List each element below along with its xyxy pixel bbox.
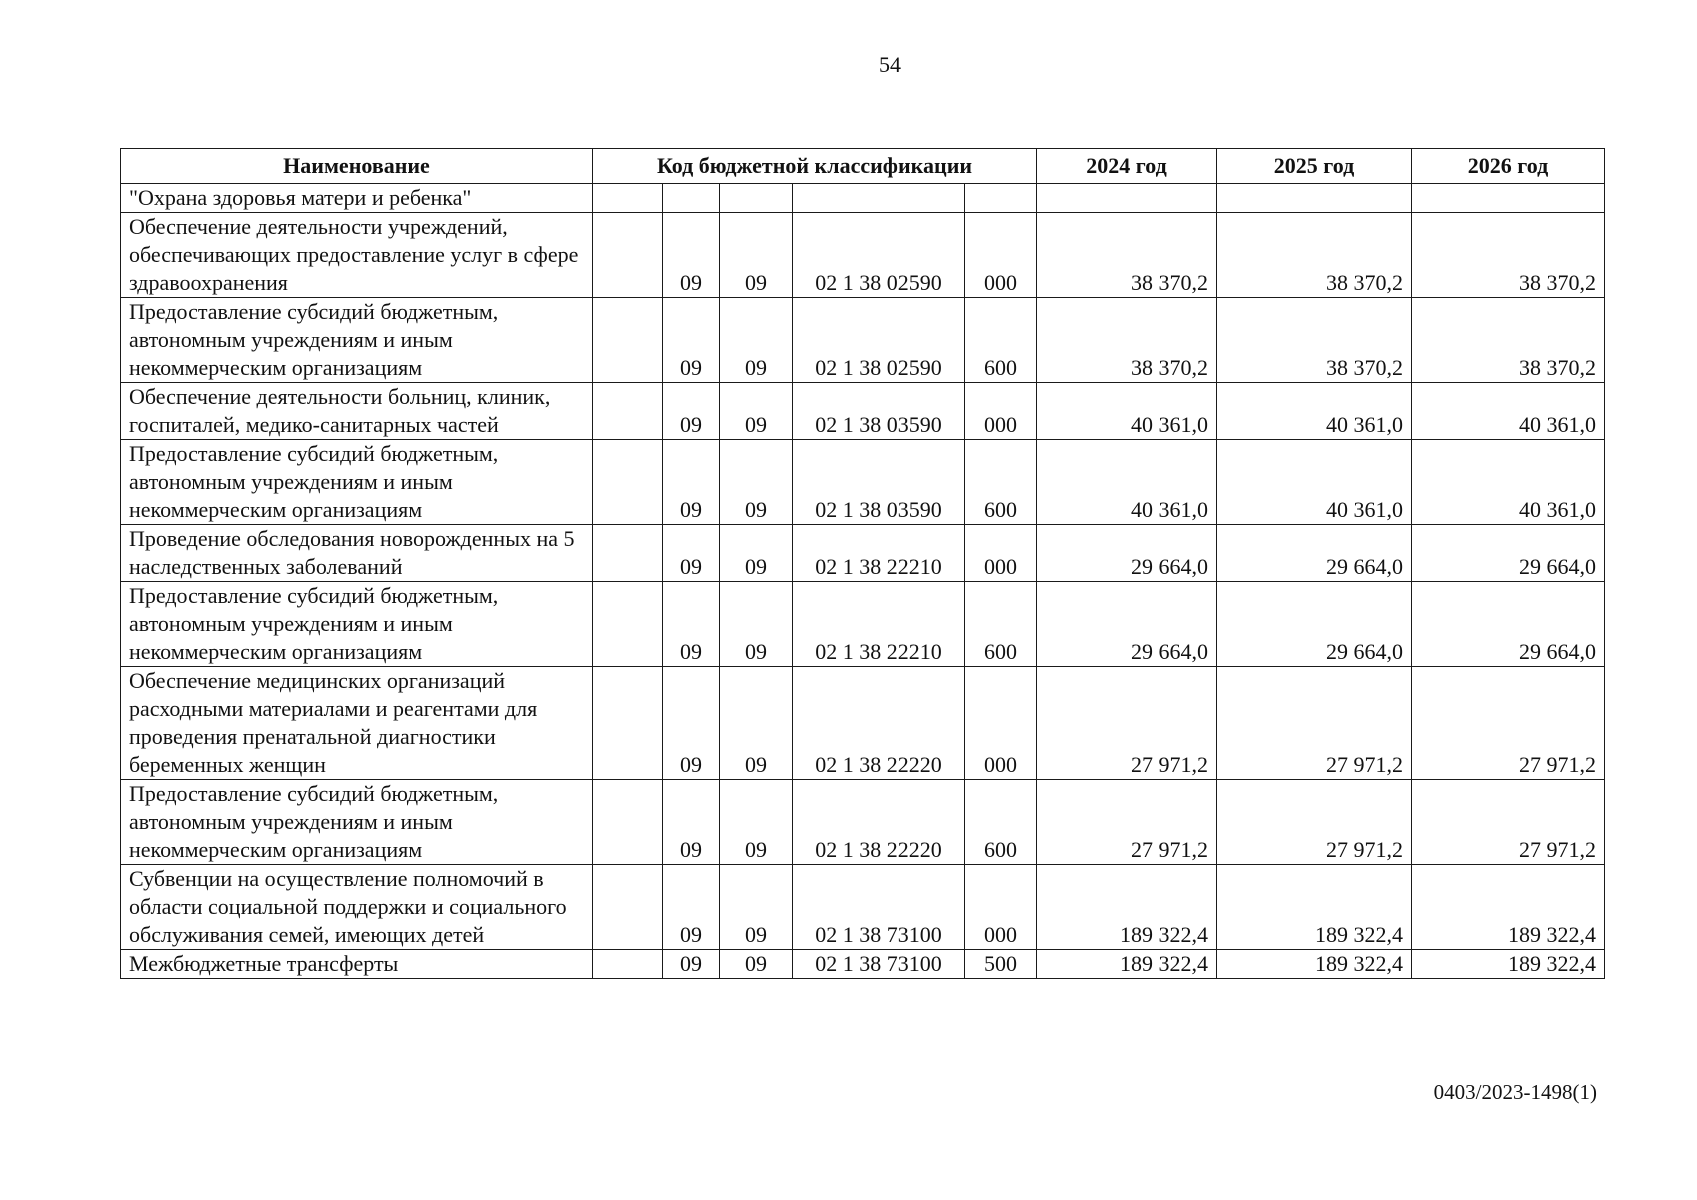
empty-cell [593,667,663,780]
name-cell: Предоставление субсидий бюджетным, автономным учреждениям и иным некоммерческим организациям [121,298,593,383]
amount-2025-cell: 38 370,2 [1217,213,1412,298]
amount-2024-cell: 40 361,0 [1037,440,1217,525]
budget-table [120,148,1605,979]
target-item-code-cell: 02 1 38 73100 [793,865,965,950]
target-item-code-cell: 02 1 38 22220 [793,780,965,865]
expense-type-code-cell: 600 [965,780,1037,865]
expense-type-code-cell: 000 [965,213,1037,298]
amount-2026-cell: 40 361,0 [1412,440,1605,525]
header-code: Код бюджетной классификации [593,149,1037,184]
section-code-cell: 09 [663,865,720,950]
header-2026: 2026 год [1412,149,1605,184]
target-item-code-cell: 02 1 38 22210 [793,525,965,582]
subtitle-cell: "Охрана здоровья матери и ребенка" [121,184,593,213]
section-code-cell: 09 [663,440,720,525]
subsection-code-cell: 09 [720,440,793,525]
empty-cell [593,440,663,525]
amount-2024-cell: 189 322,4 [1037,950,1217,979]
amount-2025-cell: 40 361,0 [1217,383,1412,440]
section-code-cell: 09 [663,950,720,979]
subsection-code-cell: 09 [720,667,793,780]
empty-cell [793,184,965,213]
empty-cell [593,582,663,667]
empty-cell [593,298,663,383]
empty-cell [1217,184,1412,213]
expense-type-code-cell: 600 [965,582,1037,667]
target-item-code-cell: 02 1 38 03590 [793,440,965,525]
table-row [121,298,1605,383]
amount-2026-cell: 27 971,2 [1412,780,1605,865]
header-name: Наименование [121,149,593,184]
section-code-cell: 09 [663,667,720,780]
table-row [121,865,1605,950]
subsection-code-cell: 09 [720,950,793,979]
target-item-code-cell: 02 1 38 73100 [793,950,965,979]
expense-type-code-cell: 000 [965,525,1037,582]
amount-2026-cell: 27 971,2 [1412,667,1605,780]
target-item-code-cell: 02 1 38 02590 [793,213,965,298]
empty-cell [593,865,663,950]
amount-2026-cell: 38 370,2 [1412,298,1605,383]
subsection-code-cell: 09 [720,298,793,383]
name-cell: Обеспечение деятельности больниц, клиник, госпиталей, медико-санитарных частей [121,383,593,440]
name-cell: Межбюджетные трансферты [121,950,593,979]
table-row [121,950,1605,979]
expense-type-code-cell: 000 [965,383,1037,440]
name-cell: Субвенции на осуществление полномочий в области социальной поддержки и социального обслуживания семей, имеющих детей [121,865,593,950]
amount-2025-cell: 189 322,4 [1217,950,1412,979]
empty-cell [593,780,663,865]
expense-type-code-cell: 600 [965,440,1037,525]
table-row [121,213,1605,298]
empty-cell [593,950,663,979]
subsection-code-cell: 09 [720,383,793,440]
amount-2025-cell: 27 971,2 [1217,780,1412,865]
name-cell: Обеспечение деятельности учреждений, обеспечивающих предоставление услуг в сфере здравоохранения [121,213,593,298]
amount-2025-cell: 38 370,2 [1217,298,1412,383]
subsection-code-cell: 09 [720,525,793,582]
amount-2024-cell: 40 361,0 [1037,383,1217,440]
target-item-code-cell: 02 1 38 22210 [793,582,965,667]
name-cell: Предоставление субсидий бюджетным, автономным учреждениям и иным некоммерческим организациям [121,780,593,865]
name-cell: Обеспечение медицинских организаций расходными материалами и реагентами для проведения пренатальной диагностики беременных женщин [121,667,593,780]
target-item-code-cell: 02 1 38 22220 [793,667,965,780]
section-code-cell: 09 [663,298,720,383]
name-cell: Проведение обследования новорожденных на 5 наследственных заболеваний [121,525,593,582]
expense-type-code-cell: 000 [965,667,1037,780]
empty-cell [720,184,793,213]
subsection-code-cell: 09 [720,213,793,298]
amount-2026-cell: 189 322,4 [1412,865,1605,950]
name-cell: Предоставление субсидий бюджетным, автономным учреждениям и иным некоммерческим организациям [121,582,593,667]
amount-2024-cell: 27 971,2 [1037,667,1217,780]
amount-2026-cell: 29 664,0 [1412,525,1605,582]
empty-cell [593,213,663,298]
table-row [121,440,1605,525]
empty-cell [1412,184,1605,213]
empty-cell [593,525,663,582]
section-code-cell: 09 [663,582,720,667]
expense-type-code-cell: 000 [965,865,1037,950]
amount-2024-cell: 27 971,2 [1037,780,1217,865]
name-cell: Предоставление субсидий бюджетным, автономным учреждениям и иным некоммерческим организациям [121,440,593,525]
table-row [121,780,1605,865]
expense-type-code-cell: 500 [965,950,1037,979]
amount-2024-cell: 29 664,0 [1037,525,1217,582]
subsection-code-cell: 09 [720,780,793,865]
section-code-cell: 09 [663,525,720,582]
section-code-cell: 09 [663,383,720,440]
empty-cell [593,383,663,440]
section-code-cell: 09 [663,213,720,298]
expense-type-code-cell: 600 [965,298,1037,383]
table-row [121,667,1605,780]
amount-2026-cell: 40 361,0 [1412,383,1605,440]
amount-2024-cell: 38 370,2 [1037,298,1217,383]
subsection-code-cell: 09 [720,582,793,667]
section-code-cell: 09 [663,780,720,865]
page-number: 54 [879,52,901,77]
table-row [121,383,1605,440]
target-item-code-cell: 02 1 38 03590 [793,383,965,440]
amount-2026-cell: 29 664,0 [1412,582,1605,667]
amount-2025-cell: 29 664,0 [1217,582,1412,667]
subsection-code-cell: 09 [720,865,793,950]
amount-2026-cell: 189 322,4 [1412,950,1605,979]
document-code: 0403/2023-1498(1) [1433,1080,1597,1104]
table-header-row [121,149,1605,184]
amount-2024-cell: 29 664,0 [1037,582,1217,667]
target-item-code-cell: 02 1 38 02590 [793,298,965,383]
amount-2025-cell: 40 361,0 [1217,440,1412,525]
table-row [121,582,1605,667]
empty-cell [663,184,720,213]
empty-cell [1037,184,1217,213]
amount-2024-cell: 38 370,2 [1037,213,1217,298]
amount-2026-cell: 38 370,2 [1412,213,1605,298]
header-2024: 2024 год [1037,149,1217,184]
amount-2025-cell: 189 322,4 [1217,865,1412,950]
amount-2025-cell: 27 971,2 [1217,667,1412,780]
header-2025: 2025 год [1217,149,1412,184]
table-row [121,525,1605,582]
empty-cell [965,184,1037,213]
amount-2024-cell: 189 322,4 [1037,865,1217,950]
table-subtitle-row [121,184,1605,213]
empty-cell [593,184,663,213]
amount-2025-cell: 29 664,0 [1217,525,1412,582]
